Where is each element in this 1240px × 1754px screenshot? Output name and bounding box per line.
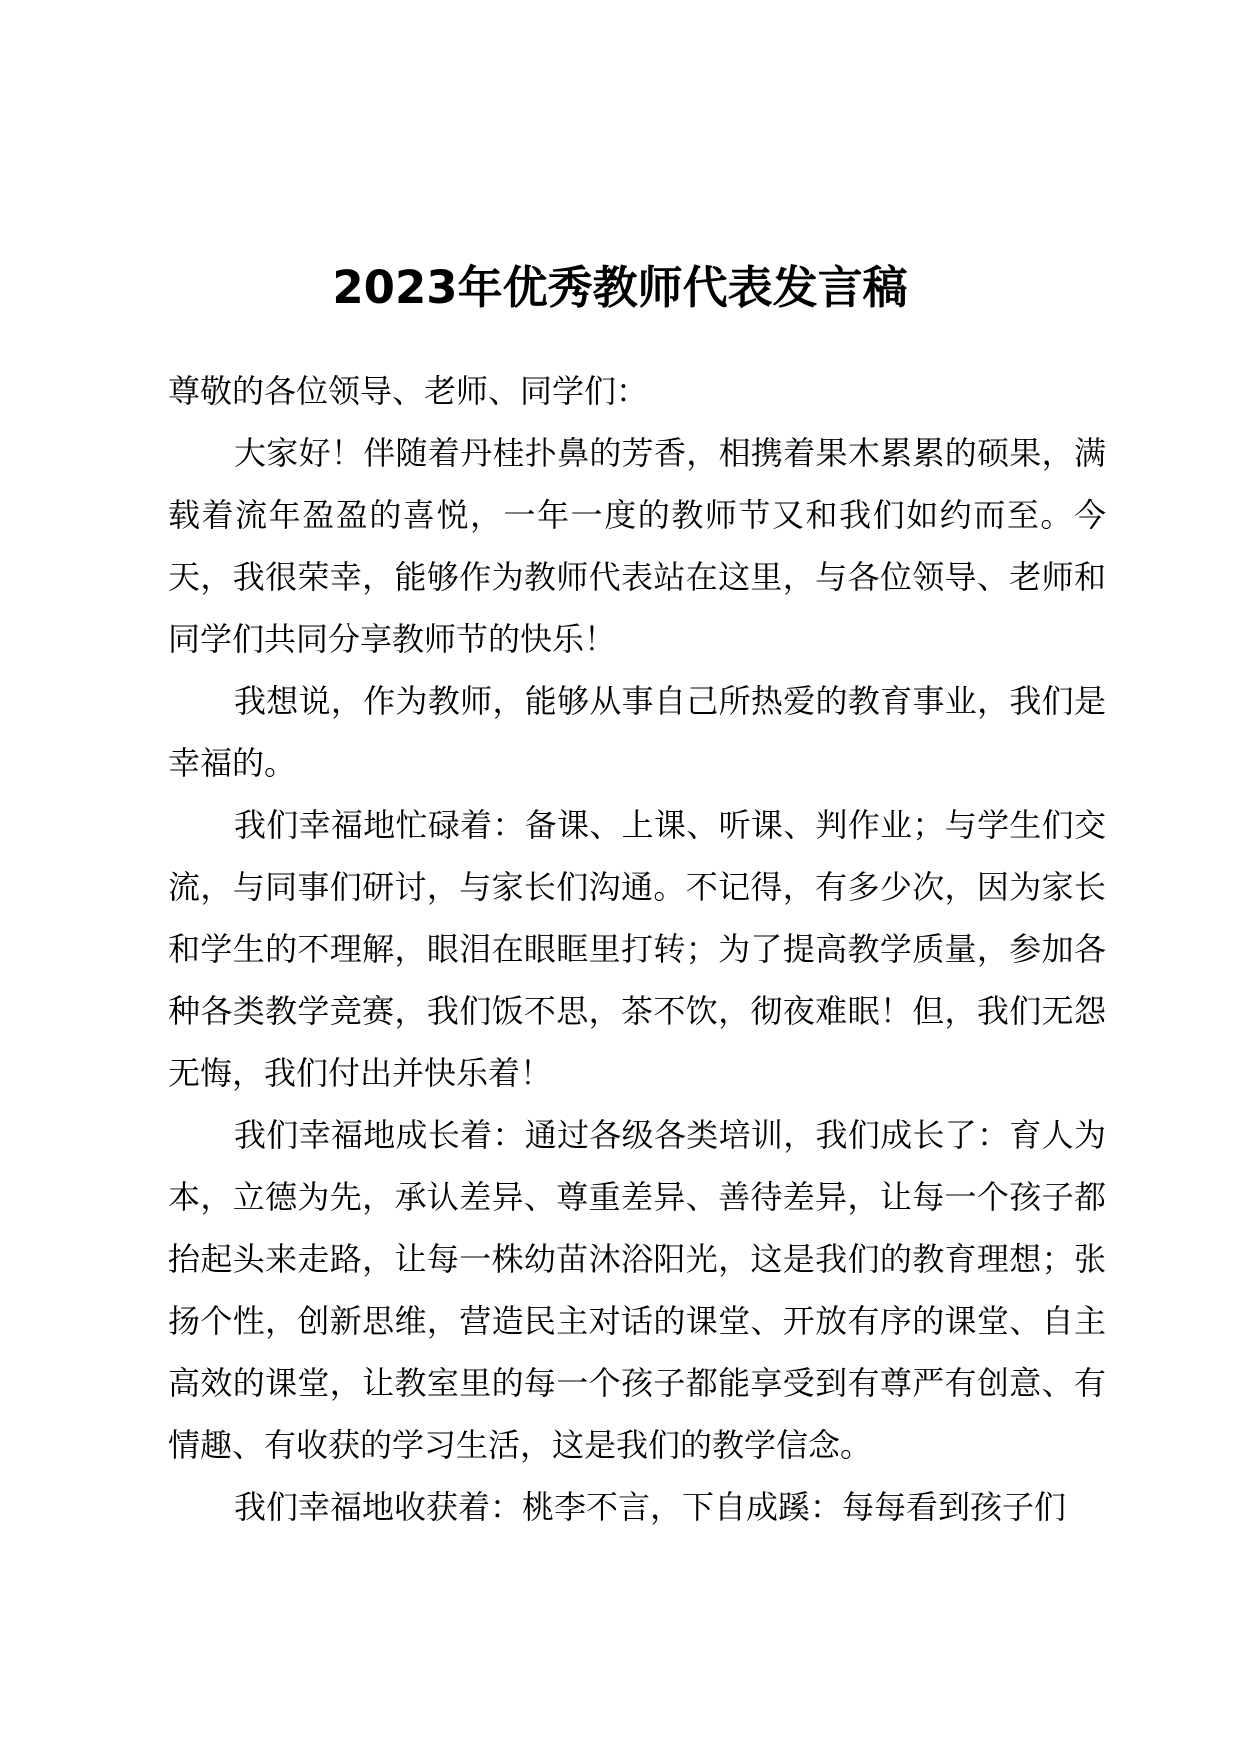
salutation: 尊敬的各位领导、老师、同学们：: [168, 372, 649, 410]
paragraph-growing: 我们幸福地成长着：通过各级各类培训，我们成长了：育人为本，立德为先，承认差异、尊重差异、善待差异，让每一个孩子都抬起头来走路，让每一株幼苗沐浴阳光，这是我们的教育理想；张扬个性，创新思维，营造民主对话的课堂、开放有序的课堂、自主高效的课堂，让教室里的每一个孩子都能享受到有尊严有创意、有情趣、有收获的学习生活，这是我们的教学信念。: [168, 1116, 1106, 1464]
document-title: 2023年优秀教师代表发言稿: [332, 261, 908, 314]
paragraph-harvest: 我们幸福地收获着：桃李不言，下自成蹊：每每看到孩子们: [234, 1488, 1067, 1526]
paragraph-busy: 我们幸福地忙碌着：备课、上课、听课、判作业；与学生们交流，与同事们研讨，与家长们沟通。不记得，有多少次，因为家长和学生的不理解，眼泪在眼眶里打转；为了提高教学质量，参加各种各类教学竞赛，我们饭不思，茶不饮，彻夜难眠！但，我们无怨无悔，我们付出并快乐着！: [168, 806, 1106, 1092]
paragraph-happiness: 我想说，作为教师，能够从事自己所热爱的教育事业，我们是幸福的。: [168, 682, 1106, 782]
document-body: [168, 360, 1106, 1538]
paragraph-greeting: 大家好！伴随着丹桂扑鼻的芳香，相携着果木累累的硕果，满载着流年盈盈的喜悦，一年一度的教师节又和我们如约而至。今天，我很荣幸，能够作为教师代表站在这里，与各位领导、老师和同学们共同分享教师节的快乐！: [168, 434, 1106, 658]
